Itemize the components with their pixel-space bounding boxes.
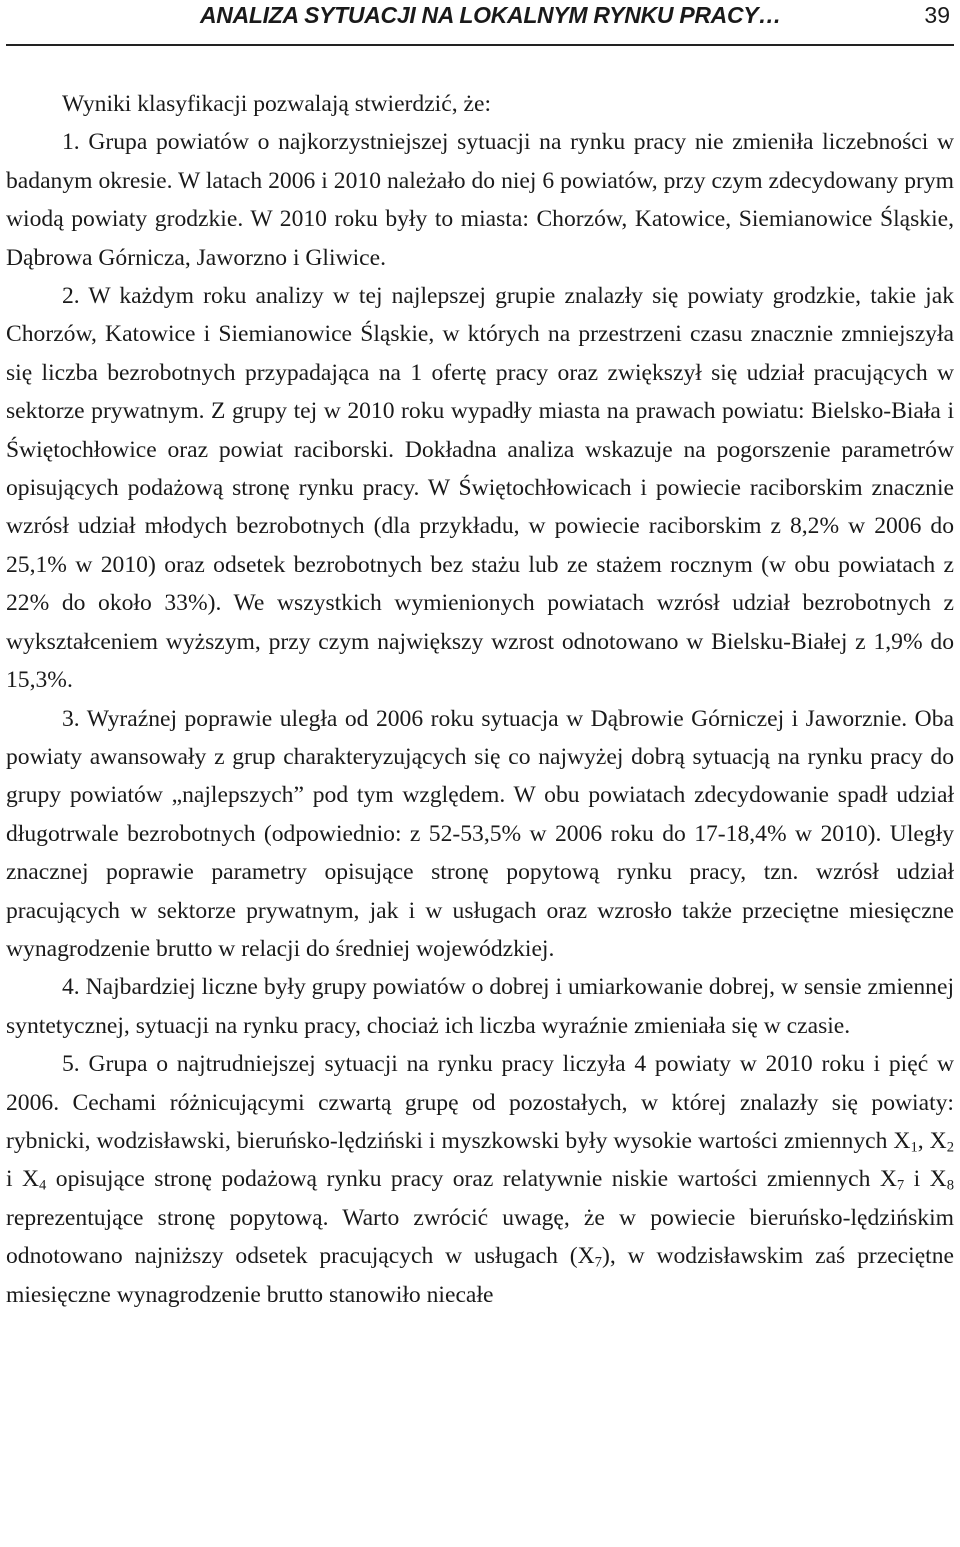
subscript-2: 2	[946, 1139, 955, 1156]
page-number: 39	[924, 2, 950, 28]
point-5-text-c: i X	[6, 1166, 40, 1193]
paragraph-point-1: 1. Grupa powiatów o najkorzystniejszej sytuacji na rynku pracy nie zmieniła liczebności w badanym okresie. W latach 2006 i 2010 należało do niej 6 powiatów, przy czym zdecydowany prym wiodą powiaty grodzkie. W 2010 roku były to miasta: Chorzów, Katowice, Siemianowice Śląskie, Dąbrowa Górnicza, Jaworzno i Gliwice.	[6, 129, 954, 271]
running-title: ANALIZA SYTUACJI NA LOKALNYM RYNKU PRACY…	[200, 2, 782, 28]
subscript-7b: 7	[594, 1254, 602, 1271]
point-5-text-e: i X	[904, 1166, 947, 1193]
subscript-1: 1	[910, 1139, 918, 1156]
running-header	[6, 0, 954, 46]
point-5-text-f: reprezentujące stronę popytową. Warto zwrócić uwagę, że w powiecie bieruńsko-lędzińskim odnotowano najniższy odsetek pracujących w usługach (X	[6, 1204, 954, 1270]
paragraph-point-4: 4. Najbardziej liczne były grupy powiatów o dobrej i umiarkowanie dobrej, w sensie zmiennej syntetycznej, sytuacji na rynku pracy, chociaż ich liczba wyraźnie zmieniała się w czasie.	[6, 974, 954, 1039]
subscript-7: 7	[896, 1178, 905, 1195]
paragraph-point-2: 2. W każdym roku analizy w tej najlepszej grupie znalazły się powiaty grodzkie, takie jak Chorzów, Katowice i Siemianowice Śląskie, w których na przestrzeni czasu znacznie zmniejszyła się liczba bezrobotnych przypadająca na 1 ofertę pracy oraz zwiększył się udział pracujących w sektorze prywatnym. Z grupy tej w 2010 roku wypadły miasta na prawach powiatu: Bielsko-Biała i Świętochłowice oraz powiat raciborski. Dokładna analiza wskazuje na pogorszenie parametrów opisujących podażową stronę rynku pracy. W Świętochłowicach i powiecie raciborskim znacznie wzrósł udział młodych bezrobotnych (dla przykładu, w powiecie raciborskim z 8,2% w 2006 do 25,1% w 2010) oraz odsetek bezrobotnych bez stażu lub ze stażem rocznym (w obu powiatach z 22% do około 33%). We wszystkich wymienionych powiatach wzrósł udział bezrobotnych z wykształceniem wyższym, przy czym największy wzrost odnotowano w Bielsku-Białej z 1,9% do 15,3%.	[6, 283, 954, 694]
subscript-8: 8	[946, 1178, 954, 1195]
intro-paragraph: Wyniki klasyfikacji pozwalają stwierdzić, że:	[62, 91, 491, 117]
point-5-text-b: , X	[917, 1127, 947, 1154]
paragraph-point-5	[6, 1045, 954, 1314]
point-5-text-d: opisujące stronę podażową rynku pracy oraz relatywnie niskie wartości zmiennych X	[46, 1166, 897, 1193]
subscript-4: 4	[39, 1178, 47, 1195]
paragraph-point-3: 3. Wyraźnej poprawie uległa od 2006 roku sytuacja w Dąbrowie Górniczej i Jaworznie. Oba powiaty awansowały z grup charakteryzujących się co najwyżej dobrą sytuacją na rynku pracy do grupy powiatów „najlepszych” pod tym względem. W obu powiatach zdecydowanie spadł udział długotrwale bezrobotnych (odpowiednio: z 52-53,5% w 2006 roku do 17-18,4% w 2010). Uległy znacznej poprawie parametry opisujące stronę popytową rynku pracy, tzn. wzrósł udział pracujących w sektorze prywatnym, jak i w usługach oraz wzrosło także przeciętne miesięczne wynagrodzenie brutto w relacji do średniej wojewódzkiej.	[6, 705, 954, 962]
point-5-text-a: 5. Grupa o najtrudniejszej sytuacji na rynku pracy liczyła 4 powiaty w 2010 roku i pięć w 2006. Cechami różnicującymi czwartą grupę od pozostałych, w której znalazły się powiaty: rybnicki, wodzisławski, bieruńsko-lędziński i myszkowski były wysokie wartości zmiennych X	[6, 1051, 954, 1154]
point-5-text-g: ), w wodzisławskim zaś przeciętne miesięczne wynagrodzenie brutto stanowiło niecałe	[6, 1243, 955, 1308]
body-text	[6, 85, 954, 1314]
